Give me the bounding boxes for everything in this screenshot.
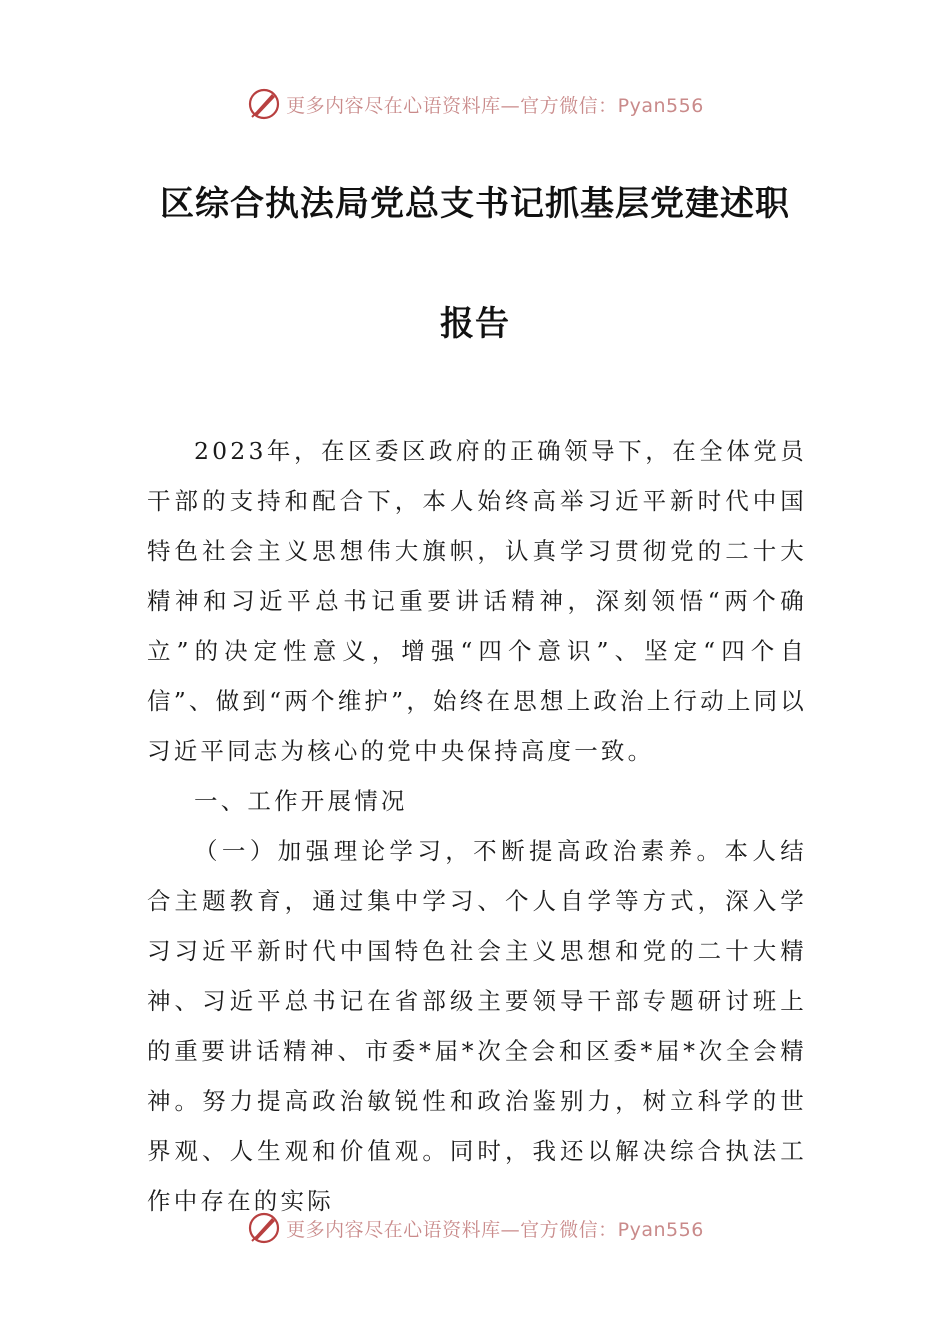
- quill-pen-icon: [246, 86, 282, 122]
- paragraph-intro: 2023年，在区委区政府的正确领导下，在全体党员干部的支持和配合下，本人始终高举习近平新时代中国特色社会主义思想伟大旗帜，认真学习贯彻党的二十大精神和习近平总书记重要讲话精神，深刻领悟“两个确立”的决定性意义，增强“四个意识”、坚定“四个自信”、做到“两个维护”，始终在思想上政治上行动上同以习近平同志为核心的党中央保持高度一致。: [147, 437, 807, 765]
- document-body: [147, 426, 807, 1226]
- document-title-line-2: 报告: [440, 304, 510, 344]
- quill-pen-icon: [246, 1210, 282, 1246]
- document-title-line-1: 区综合执法局党总支书记抓基层党建述职: [160, 184, 790, 224]
- footer-watermark-banner: [0, 1208, 950, 1248]
- header-watermark-banner: [0, 84, 950, 124]
- section-heading: 一、工作开展情况: [194, 787, 408, 815]
- banner-text: 更多内容尽在心语资料库—官方微信：Pyan556: [286, 94, 704, 117]
- paragraph-subsection-1: （一）加强理论学习，不断提高政治素养。本人结合主题教育，通过集中学习、个人自学等方式，深入学习习近平新时代中国特色社会主义思想和党的二十大精神、习近平总书记在省部级主要领导干部专题研讨班上的重要讲话精神、市委*届*次全会和区委*届*次全会精神。努力提高政治敏锐性和政治鉴别力，树立科学的世界观、人生观和价值观。同时，我还以解决综合执法工作中存在的实际: [147, 837, 807, 1215]
- banner-text: 更多内容尽在心语资料库—官方微信：Pyan556: [286, 1218, 704, 1241]
